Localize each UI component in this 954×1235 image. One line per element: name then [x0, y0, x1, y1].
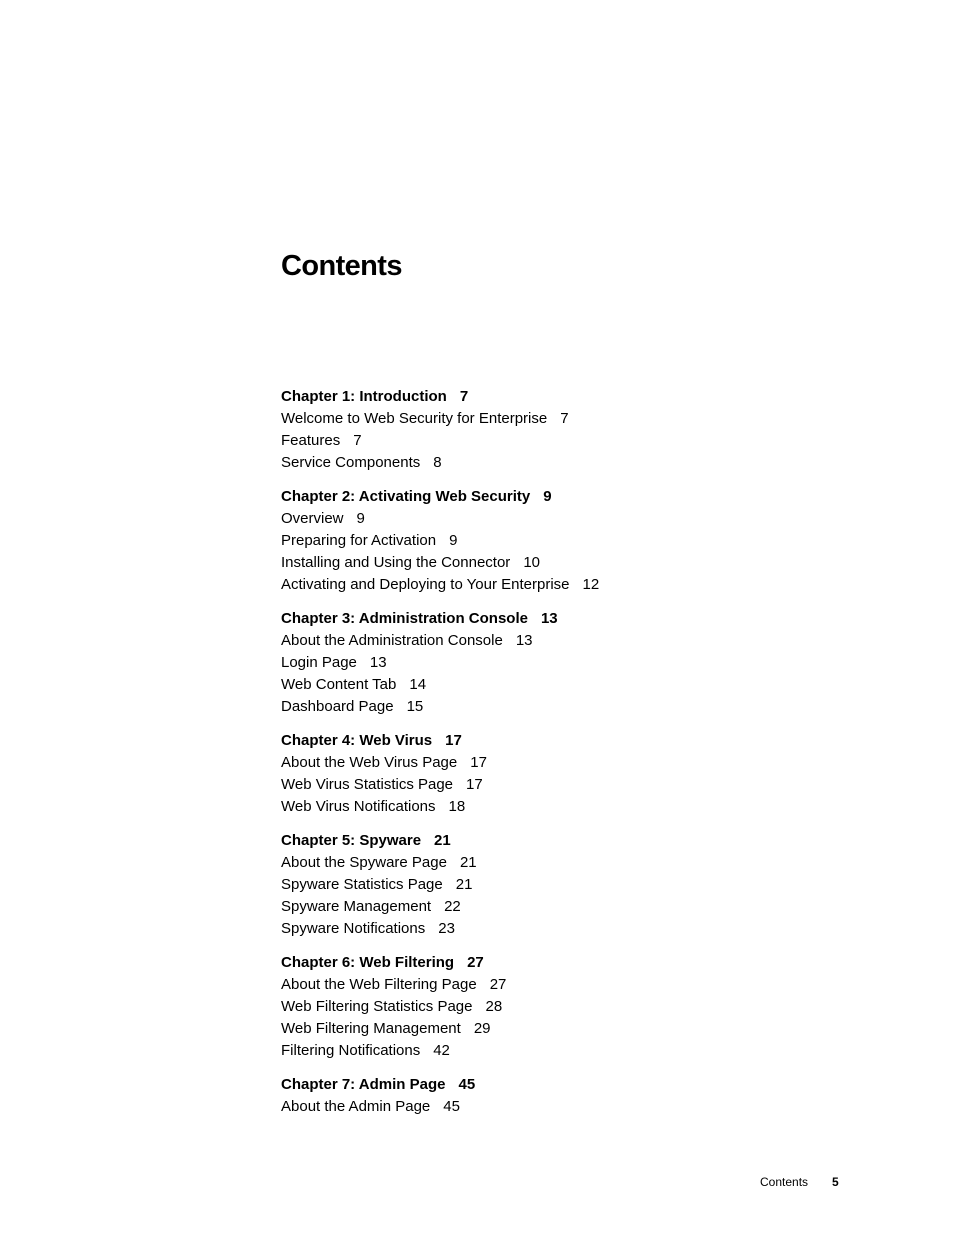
toc-entry[interactable] — [281, 774, 841, 796]
footer-page-number: 5 — [832, 1175, 839, 1189]
toc-page-number: 17 — [445, 732, 462, 749]
toc-page-number: 21 — [455, 876, 473, 893]
toc-entry-title: Welcome to Web Security for Enterprise — [281, 410, 548, 427]
toc-entry-title: Installing and Using the Connector — [281, 554, 511, 571]
toc-page-number: 9 — [356, 510, 365, 527]
toc-entry[interactable] — [281, 974, 841, 996]
page-title: Contents — [281, 250, 402, 282]
toc-page-number: 18 — [448, 798, 466, 815]
toc-page-number: 45 — [443, 1098, 460, 1115]
toc-entry[interactable] — [281, 996, 841, 1018]
toc-entry-title: About the Web Virus Page — [281, 754, 458, 771]
toc-page-number: 21 — [459, 854, 477, 871]
toc-entry[interactable] — [281, 874, 841, 896]
toc-page-number: 9 — [543, 488, 552, 505]
toc-chapter-heading[interactable] — [281, 386, 841, 408]
toc-entry[interactable] — [281, 918, 841, 940]
toc-chapter-3 — [281, 608, 841, 718]
toc-page-number: 23 — [438, 920, 455, 937]
toc-entry[interactable] — [281, 896, 841, 918]
toc-entry-title: Service Components — [281, 454, 421, 471]
toc-entry-title: Activating and Deploying to Your Enterprise — [281, 576, 570, 593]
toc-page-number: 8 — [433, 454, 442, 471]
toc-page-number: 29 — [473, 1020, 491, 1037]
toc-entry-title: Web Filtering Statistics Page — [281, 998, 473, 1015]
toc-entry-title: Spyware Notifications — [281, 920, 426, 937]
toc-chapter-heading[interactable] — [281, 730, 841, 752]
toc-entry[interactable] — [281, 1096, 841, 1118]
toc-entry-title: Filtering Notifications — [281, 1042, 421, 1059]
toc-entry[interactable] — [281, 430, 841, 452]
toc-entry[interactable] — [281, 630, 841, 652]
toc-page-number: 12 — [582, 576, 600, 593]
toc-chapter-title: Chapter 7: Admin Page — [281, 1076, 446, 1093]
toc-entry[interactable] — [281, 452, 841, 474]
footer-section-label: Contents — [760, 1175, 809, 1189]
toc-entry[interactable] — [281, 408, 841, 430]
toc-page-number: 9 — [449, 532, 458, 549]
toc-chapter-1 — [281, 386, 841, 474]
toc-entry[interactable] — [281, 752, 841, 774]
toc-entry[interactable] — [281, 652, 841, 674]
toc-entry-title: Web Virus Statistics Page — [281, 776, 454, 793]
toc-page-number: 45 — [458, 1076, 476, 1093]
toc-entry[interactable] — [281, 796, 841, 818]
toc-entry-title: Web Virus Notifications — [281, 798, 436, 815]
toc-chapter-7 — [281, 1074, 841, 1118]
toc-page-number: 28 — [485, 998, 503, 1015]
toc-chapter-title: Chapter 2: Activating Web Security — [281, 488, 531, 505]
toc-chapter-heading[interactable] — [281, 608, 841, 630]
toc-entry-title: Preparing for Activation — [281, 532, 437, 549]
toc-entry[interactable] — [281, 552, 841, 574]
toc-page-number: 10 — [523, 554, 540, 571]
toc-entry[interactable] — [281, 508, 841, 530]
toc-chapter-title: Chapter 6: Web Filtering — [281, 954, 455, 971]
toc-page-number: 13 — [515, 632, 533, 649]
toc-entry[interactable] — [281, 530, 841, 552]
toc-chapter-heading[interactable] — [281, 1074, 841, 1096]
toc-chapter-2 — [281, 486, 841, 596]
toc-entry[interactable] — [281, 696, 841, 718]
toc-page-number: 17 — [470, 754, 487, 771]
toc-page-number: 7 — [560, 410, 569, 427]
toc-page-number: 13 — [369, 654, 387, 671]
toc-entry[interactable] — [281, 852, 841, 874]
toc-entry-title: Web Filtering Management — [281, 1020, 461, 1037]
table-of-contents — [281, 386, 841, 1130]
toc-page-number: 27 — [467, 954, 484, 971]
toc-page-number: 27 — [489, 976, 507, 993]
toc-chapter-title: Chapter 5: Spyware — [281, 832, 422, 849]
toc-entry-title: Spyware Statistics Page — [281, 876, 443, 893]
toc-entry-title: Login Page — [281, 654, 357, 671]
toc-entry-title: About the Web Filtering Page — [281, 976, 477, 993]
toc-entry[interactable] — [281, 574, 841, 596]
toc-chapter-5 — [281, 830, 841, 940]
toc-page-number: 42 — [433, 1042, 450, 1059]
page-footer — [760, 1174, 839, 1190]
toc-chapter-heading[interactable] — [281, 952, 841, 974]
toc-page-number: 22 — [444, 898, 461, 915]
toc-page-number: 21 — [434, 832, 451, 849]
toc-chapter-title: Chapter 4: Web Virus — [281, 732, 433, 749]
toc-entry-title: Overview — [281, 510, 344, 527]
toc-page-number: 15 — [406, 698, 424, 715]
toc-entry-title: Dashboard Page — [281, 698, 394, 715]
toc-entry-title: About the Spyware Page — [281, 854, 447, 871]
toc-entry[interactable] — [281, 1040, 841, 1062]
toc-page-number: 13 — [540, 610, 558, 627]
toc-entry[interactable] — [281, 674, 841, 696]
toc-chapter-title: Chapter 3: Administration Console — [281, 610, 528, 627]
toc-entry-title: Features — [281, 432, 341, 449]
toc-entry-title: Spyware Management — [281, 898, 432, 915]
toc-chapter-4 — [281, 730, 841, 818]
toc-chapter-heading[interactable] — [281, 830, 841, 852]
toc-entry-title: About the Administration Console — [281, 632, 503, 649]
toc-chapter-title: Chapter 1: Introduction — [281, 388, 447, 405]
toc-entry-title: About the Admin Page — [281, 1098, 431, 1115]
toc-entry[interactable] — [281, 1018, 841, 1040]
toc-page-number: 17 — [466, 776, 483, 793]
toc-page-number: 7 — [459, 388, 469, 405]
toc-page-number: 7 — [353, 432, 362, 449]
toc-chapter-6 — [281, 952, 841, 1062]
toc-entry-title: Web Content Tab — [281, 676, 397, 693]
toc-page-number: 14 — [409, 676, 427, 693]
toc-chapter-heading[interactable] — [281, 486, 841, 508]
